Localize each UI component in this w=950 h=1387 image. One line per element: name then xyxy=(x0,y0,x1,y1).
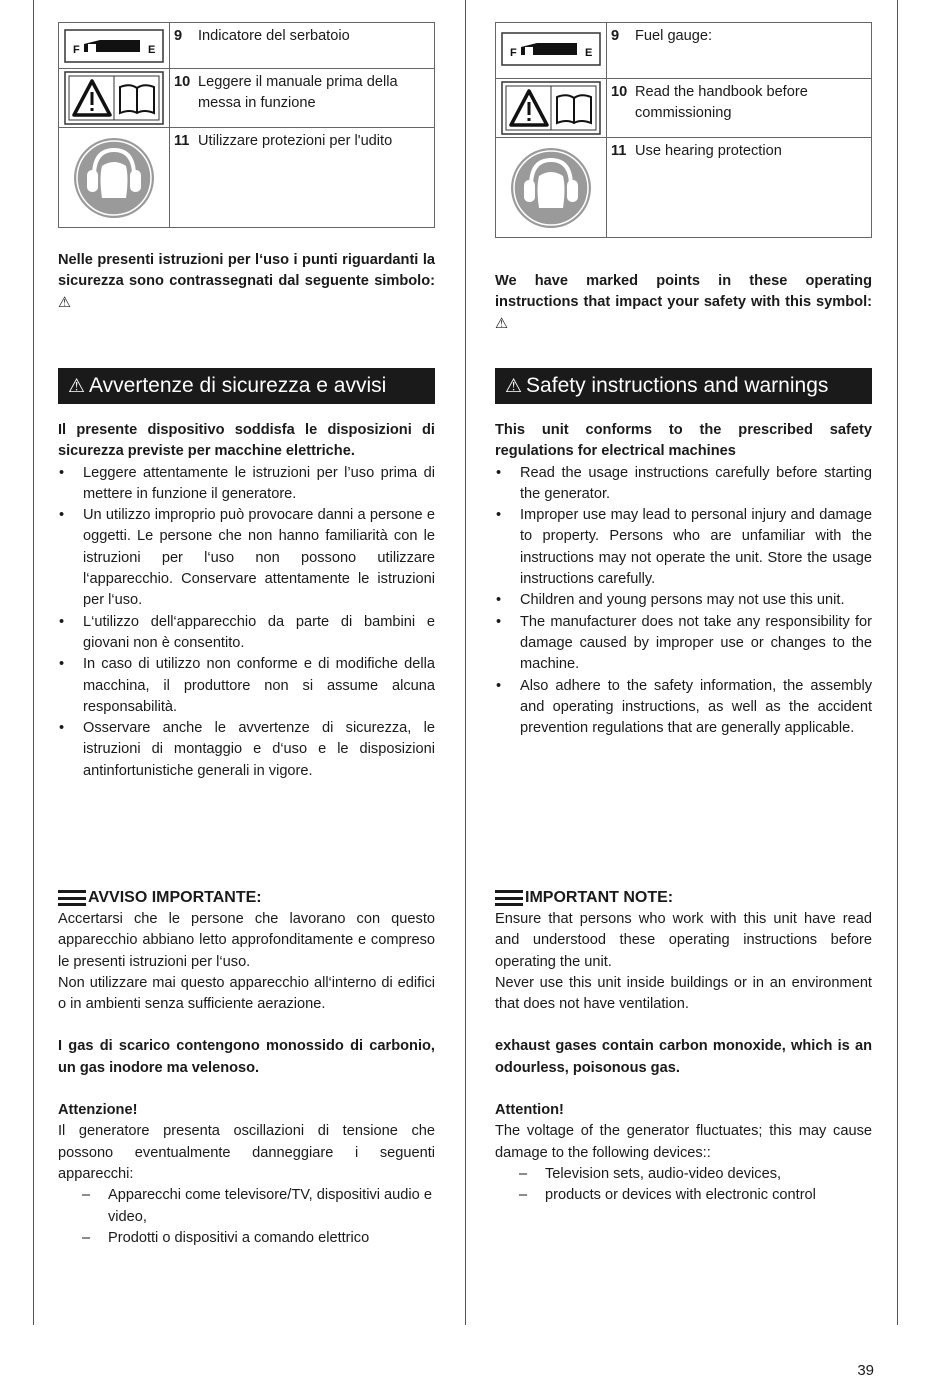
symbol-desc xyxy=(170,69,435,128)
symbol-text: Use hearing protection xyxy=(635,143,782,159)
left-margin-rule xyxy=(33,0,34,1325)
device-list xyxy=(495,1164,872,1207)
symbol-text: Fuel gauge: xyxy=(635,28,713,44)
symbol-text: Read the handbook before commissioning xyxy=(635,84,808,122)
symbol-number: 11 xyxy=(611,143,627,159)
right-margin-rule xyxy=(897,0,898,1325)
attention-title: Attenzione! xyxy=(58,1102,138,1119)
list-item: • The manufacturer does not take any responsibility for damage caused by improper use or changes to the machine. xyxy=(495,612,872,676)
symbol-text: Utilizzare protezioni per l'udito xyxy=(198,133,393,149)
symbol-number: 11 xyxy=(174,133,190,149)
note-title: AVVISO IMPORTANTE: xyxy=(88,889,262,907)
symbol-desc xyxy=(607,79,872,138)
list-item: – Television sets, audio-video devices, xyxy=(495,1164,872,1185)
note-lines-icon xyxy=(495,890,523,906)
exhaust-gas-warning: exhaust gases contain carbon monoxide, which is an odourless, poisonous gas. xyxy=(495,1038,872,1076)
note-paragraph: Accertarsi che le persone che lavorano con questo apparecchio abbiano letto approfonditamente e compreso le presenti istruzioni per l‘uso. xyxy=(58,911,435,970)
read-manual-icon xyxy=(64,71,164,125)
list-item: – products or devices with electronic control xyxy=(495,1185,872,1206)
attention-text: Il generatore presenta oscillazioni di tensione che possono eventualmente danneggiare i seguenti apparecchi: xyxy=(58,1123,435,1182)
symbol-number: 10 xyxy=(611,84,628,100)
device-list xyxy=(58,1185,435,1249)
safety-symbol-intro: Nelle presenti istruzioni per l‘uso i punti riguardanti la sicurezza sono contrassegnati dal seguente simbolo: ⚠ xyxy=(58,252,435,311)
banner-title: Avvertenze di sicurezza e avvisi xyxy=(89,374,387,397)
warning-triangle-icon: ⚠ xyxy=(505,376,523,397)
symbol-desc xyxy=(170,23,435,69)
note-paragraph: Ensure that persons who work with this unit have read and understood these operating instructions before operating the unit. xyxy=(495,911,872,970)
svg-text:E: E xyxy=(148,43,156,56)
section-lead: This unit conforms to the prescribed safety regulations for electrical machines xyxy=(495,422,872,460)
symbol-number: 9 xyxy=(611,28,620,44)
section-banner xyxy=(58,368,435,404)
symbol-desc xyxy=(607,23,872,79)
symbol-desc xyxy=(607,138,872,238)
page-number: 39 xyxy=(857,1362,874,1379)
fuel-gauge-icon xyxy=(64,28,164,64)
attention-title: Attention! xyxy=(495,1102,564,1119)
symbol-number: 10 xyxy=(174,74,191,90)
hearing-protection-icon xyxy=(72,136,156,220)
symbol-cell xyxy=(59,128,170,228)
safety-section xyxy=(495,420,872,739)
note-heading xyxy=(495,887,872,909)
symbol-cell xyxy=(496,138,607,238)
list-item: • In caso di utilizzo non conforme e di modifiche della macchina, il produttore non si assume alcuna responsabilità. xyxy=(58,654,435,718)
fuel-gauge-icon xyxy=(501,31,601,67)
symbol-desc xyxy=(170,128,435,228)
note-paragraph: Never use this unit inside buildings or in an environment that does not have ventilation. xyxy=(495,974,872,1013)
list-item: • Osservare anche le avvertenze di sicurezza, le istruzioni di montaggio e d‘uso e le disposizioni antinfortunistiche generali in vigore. xyxy=(58,718,435,782)
important-note-section xyxy=(495,887,872,1207)
important-note-section xyxy=(58,887,435,1249)
symbol-text: Leggere il manuale prima della messa in funzione xyxy=(198,74,398,112)
symbol-cell xyxy=(59,23,170,69)
symbol-legend-table xyxy=(495,22,872,238)
symbol-cell xyxy=(496,23,607,79)
note-paragraph: Non utilizzare mai questo apparecchio all‘interno di edifici o in ambienti senza sufficiente aerazione. xyxy=(58,974,435,1013)
safety-bullet-list xyxy=(495,463,872,740)
svg-text:F: F xyxy=(73,43,80,56)
list-item: – Apparecchi come televisore/TV, dispositivi audio e video, xyxy=(58,1185,435,1228)
list-item: • Also adhere to the safety information, the assembly and operating instructions, as well as the accident prevention regulations that are generally applicable. xyxy=(495,676,872,740)
symbol-cell xyxy=(496,79,607,138)
read-manual-icon xyxy=(501,81,601,135)
svg-text:F: F xyxy=(510,47,517,59)
list-item: – Prodotti o dispositivi a comando elettrico xyxy=(58,1228,435,1249)
note-heading xyxy=(58,887,435,909)
list-item: • Children and young persons may not use this unit. xyxy=(495,590,872,611)
list-item: • Improper use may lead to personal injury and damage to property. Persons who are unfamiliar with the instructions may not operate the unit. Store the usage instructions carefully. xyxy=(495,505,872,590)
banner-title: Safety instructions and warnings xyxy=(526,374,829,397)
section-lead: Il presente dispositivo soddisfa le disposizioni di sicurezza previste per macchine elettriche. xyxy=(58,422,435,460)
svg-text:E: E xyxy=(585,47,593,59)
safety-symbol-intro: We have marked points in these operating instructions that impact your safety with this symbol: ⚠ xyxy=(495,273,872,332)
english-column xyxy=(495,0,872,1387)
note-lines-icon xyxy=(58,890,86,906)
list-item: • L‘utilizzo dell‘apparecchio da parte di bambini e giovani non è consentito. xyxy=(58,612,435,655)
list-item: • Leggere attentamente le istruzioni per l’uso prima di mettere in funzione il generatore. xyxy=(58,463,435,506)
warning-triangle-icon: ⚠ xyxy=(68,376,86,397)
symbol-text: Indicatore del serbatoio xyxy=(198,28,350,44)
safety-bullet-list xyxy=(58,463,435,782)
center-column-rule xyxy=(465,0,466,1325)
section-banner xyxy=(495,368,872,404)
safety-section xyxy=(58,420,435,782)
list-item: • Un utilizzo improprio può provocare danni a persone e oggetti. Le persone che non hanno familiarità con le istruzioni per l‘uso non possono utilizzare l‘apparecchio. Conservare attentamente le istruzioni per l‘uso. xyxy=(58,505,435,611)
hearing-protection-icon xyxy=(509,146,593,230)
symbol-number: 9 xyxy=(174,28,183,44)
note-title: IMPORTANT NOTE: xyxy=(525,889,674,907)
list-item: • Read the usage instructions carefully before starting the generator. xyxy=(495,463,872,506)
symbol-cell xyxy=(59,69,170,128)
attention-text: The voltage of the generator fluctuates; this may cause damage to the following devices:: xyxy=(495,1123,872,1161)
exhaust-gas-warning: I gas di scarico contengono monossido di carbonio, un gas inodore ma velenoso. xyxy=(58,1038,435,1076)
italian-column xyxy=(58,0,435,1387)
symbol-legend-table xyxy=(58,22,435,228)
